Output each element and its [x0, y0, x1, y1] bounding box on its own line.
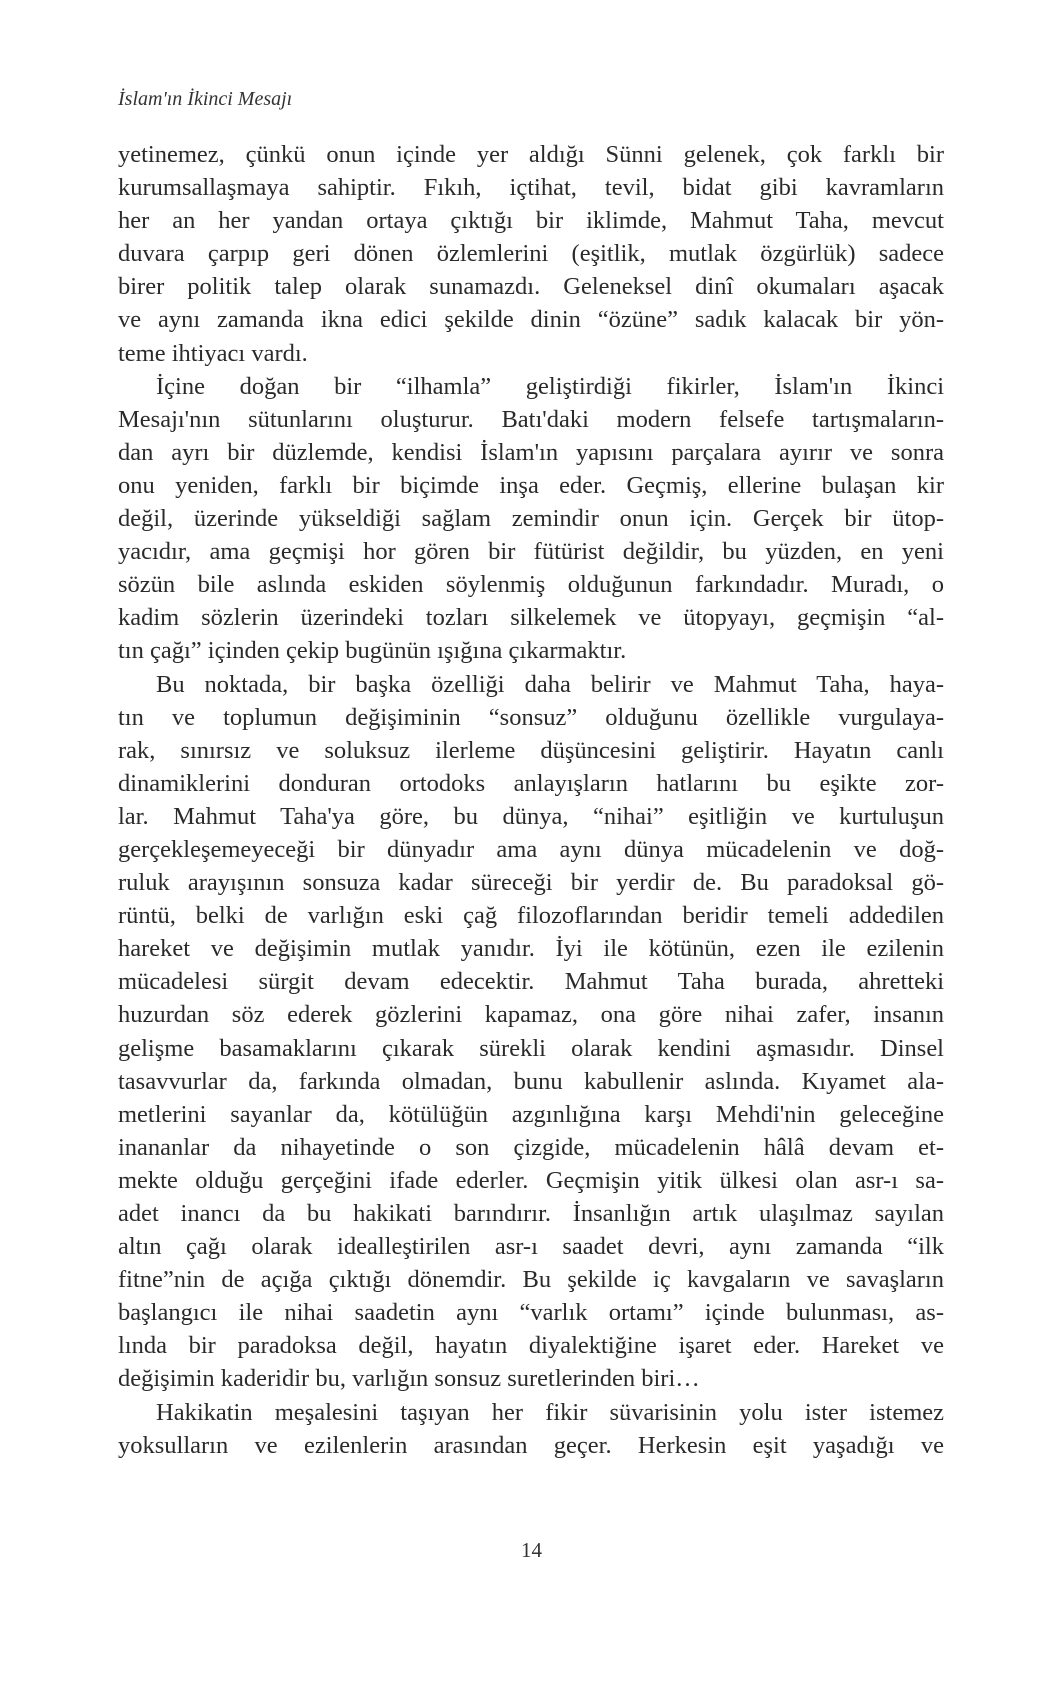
text-line: yoksulların ve ezilenlerin arasından geçer. Herkesin eşit yaşadığı ve — [118, 1431, 944, 1459]
text-line: kadim sözlerin üzerindeki tozları silkelemek ve ütopyayı, geçmişin “al- — [118, 604, 944, 632]
text-line: başlangıcı ile nihai saadetin aynı “varlık ortamı” içinde bulunması, as- — [118, 1299, 944, 1327]
text-line: yacıdır, ama geçmişi hor gören bir fütürist değildir, bu yüzden, en yeni — [118, 538, 944, 566]
text-line: lar. Mahmut Taha'ya göre, bu dünya, “nihai” eşitliğin ve kurtuluşun — [118, 802, 944, 830]
text-line: yetinemez, çünkü onun içinde yer aldığı Sünni gelenek, çok farklı bir — [118, 141, 944, 168]
text-line: hareket ve değişimin mutlak yanıdır. İyi ile kötünün, ezen ile ezilenin — [118, 935, 944, 963]
paragraph — [118, 138, 944, 370]
text-line: İçine doğan bir “ilhamla” geliştirdiği fikirler, İslam'ın İkinci — [156, 372, 944, 400]
text-line: rüntü, belki de varlığın eski çağ filozoflarından beridir temeli addedilen — [118, 902, 944, 930]
text-line: birer politik talep olarak sunamazdı. Geleneksel dinî okumaları aşacak — [118, 273, 944, 301]
text-line: inananlar da nihayetinde o son çizgide, mücadelenin hâlâ devam et- — [118, 1133, 944, 1161]
text-line: gerçekleşemeyeceği bir dünyadır ama aynı dünya mücadelenin ve doğ- — [118, 835, 944, 863]
text-line: mücadelesi sürgit devam edecektir. Mahmut Taha burada, ahretteki — [118, 968, 944, 996]
text-line: onu yeniden, farklı bir biçimde inşa eder. Geçmiş, ellerine bulaşan kir — [118, 471, 944, 499]
text-line: dinamiklerini donduran ortodoks anlayışların hatlarını bu eşikte zor- — [118, 769, 944, 797]
text-line: kurumsallaşmaya sahiptir. Fıkıh, içtihat, tevil, bidat gibi kavramların — [118, 174, 944, 202]
text-line: altın çağı olarak idealleştirilen asr-ı saadet devri, aynı zamanda “ilk — [118, 1233, 944, 1261]
text-line: değişimin kaderidir bu, varlığın sonsuz suretlerinden biri… — [118, 1365, 700, 1393]
text-line: sözün bile aslında eskiden söylenmiş olduğunun farkındadır. Muradı, o — [118, 571, 944, 599]
text-line: ve aynı zamanda ikna edici şekilde dinin “özüne” sadık kalacak bir yön- — [118, 306, 944, 334]
text-line: mekte olduğu gerçeğini ifade ederler. Geçmişin yitik ülkesi olan asr-ı sa- — [118, 1166, 944, 1194]
text-line: dan ayrı bir düzlemde, kendisi İslam'ın yapısını parçalara ayırır ve sonra — [118, 438, 944, 466]
text-line: ruluk arayışının sonsuza kadar süreceği bir yerdir de. Bu paradoksal gö- — [118, 869, 944, 897]
text-line: adet inancı da bu hakikati barındırır. İnsanlığın artık ulaşılmaz sayılan — [118, 1200, 944, 1227]
paragraph — [118, 1396, 944, 1462]
text-line: huzurdan söz ederek gözlerini kapamaz, ona göre nihai zafer, insanın — [118, 1001, 944, 1029]
text-line: her an her yandan ortaya çıktığı bir iklimde, Mahmut Taha, mevcut — [118, 207, 944, 235]
text-line: rak, sınırsız ve soluksuz ilerleme düşüncesini geliştirir. Hayatın canlı — [118, 736, 944, 764]
page-number: 14 — [521, 1538, 542, 1562]
text-line: lında bir paradoksa değil, hayatın diyalektiğine işaret eder. Hareket ve — [118, 1332, 944, 1360]
text-line: tın ve toplumun değişiminin “sonsuz” olduğunu özellikle vurgulaya- — [118, 703, 944, 731]
text-line: fitne”nin de açığa çıktığı dönemdir. Bu şekilde iç kavgaların ve savaşların — [118, 1266, 944, 1294]
text-line: tın çağı” içinden çekip bugünün ışığına çıkarmaktır. — [118, 637, 627, 665]
paragraph — [118, 370, 944, 668]
text-line: tasavvurlar da, farkında olmadan, bunu kabullenir aslında. Kıyamet ala- — [118, 1067, 944, 1095]
text-line: metlerini sayanlar da, kötülüğün azgınlığına karşı Mehdi'nin geleceğine — [118, 1100, 944, 1128]
body-text — [118, 138, 944, 1462]
text-line: değil, üzerinde yükseldiği sağlam zemindir onun için. Gerçek bir ütop- — [118, 505, 944, 533]
text-line: duvara çarpıp geri dönen özlemlerini (eşitlik, mutlak özgürlük) sadece — [118, 240, 944, 268]
text-line: teme ihtiyacı vardı. — [118, 339, 308, 367]
running-head: İslam'ın İkinci Mesajı — [118, 88, 293, 110]
text-line: Hakikatin meşalesini taşıyan her fikir süvarisinin yolu ister istemez — [156, 1398, 944, 1426]
text-line: gelişme basamaklarını çıkarak sürekli olarak kendini aşmasıdır. Dinsel — [118, 1034, 944, 1062]
paragraph — [118, 668, 944, 1396]
text-line: Bu noktada, bir başka özelliği daha belirir ve Mahmut Taha, haya- — [156, 670, 944, 698]
text-line: Mesajı'nın sütunlarını oluşturur. Batı'daki modern felsefe tartışmaların- — [118, 405, 944, 433]
